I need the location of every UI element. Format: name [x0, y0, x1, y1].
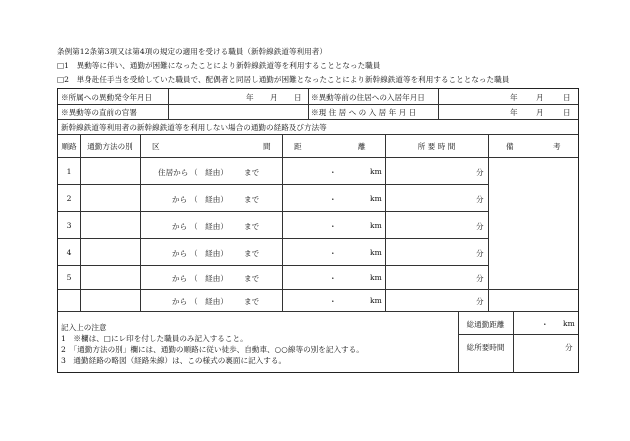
- time-unit: 分: [476, 249, 484, 258]
- time-unit: 分: [476, 222, 484, 231]
- time-unit: 分: [476, 195, 484, 204]
- move-date-month: 月: [536, 93, 544, 102]
- row-number: 3: [66, 221, 72, 230]
- distance-header-left: 距: [294, 142, 302, 151]
- current-residence-date-label: ※現 住 居 へ の 入 居 年 月 日: [311, 108, 417, 117]
- route-to: まで: [244, 195, 260, 204]
- distance-unit: km: [370, 167, 382, 176]
- move-date-day: 日: [563, 93, 571, 102]
- total-distance-dot: ・: [541, 320, 549, 329]
- distance-unit: km: [370, 194, 382, 203]
- route-via: （ 経由）: [190, 195, 228, 204]
- distance-dot: ・: [329, 168, 337, 177]
- route-via: （ 経由）: [190, 222, 228, 231]
- notes-header-right: 考: [553, 142, 561, 151]
- route-to: まで: [244, 297, 260, 306]
- prev-office-label: ※異動等の直前の官署: [61, 108, 137, 117]
- distance-dot: ・: [329, 195, 337, 204]
- route-from: 住居から: [158, 168, 189, 177]
- distance-unit: km: [370, 273, 382, 282]
- move-date-year: 年: [510, 93, 518, 102]
- route-via: （ 経由）: [190, 168, 228, 177]
- residence-date-month: 月: [536, 108, 544, 117]
- residence-date-year: 年: [510, 108, 518, 117]
- notes-title: 記入上の注意: [61, 323, 107, 332]
- total-distance-label: 総通勤距離: [466, 320, 505, 329]
- route-from: から: [172, 249, 188, 258]
- total-time-label: 総所要時間: [466, 343, 505, 352]
- prev-residence-date-label: ※異動等前の住居への入居年月日: [311, 93, 425, 102]
- time-unit: 分: [476, 297, 484, 306]
- row-number: 2: [66, 194, 72, 203]
- route-via: （ 経由）: [190, 297, 228, 306]
- route-via: （ 経由）: [190, 249, 228, 258]
- route-from: から: [172, 274, 188, 283]
- total-distance-unit: km: [563, 319, 575, 328]
- distance-unit: km: [370, 221, 382, 230]
- dept-transfer-date-label: ※所属への異動発令年月日: [61, 93, 153, 102]
- note-item-1: 1 ※欄は、□にレ印を付した職員のみ記入すること。: [61, 334, 248, 343]
- time-unit: 分: [476, 168, 484, 177]
- route-from: から: [172, 195, 188, 204]
- route-to: まで: [244, 249, 260, 258]
- section-title: 新幹線鉄道等利用者の新幹線鉄道等を利用しない場合の通勤の経路及び方法等: [61, 123, 327, 132]
- dept-date-month: 月: [270, 93, 278, 102]
- dept-date-day: 日: [294, 93, 302, 102]
- row-number: 1: [66, 167, 72, 176]
- option-2-text: □2 単身赴任手当を受給していた職員で、配偶者と同居し通勤が困難となったことにより新幹線鉄道等を利用することとなった職員: [57, 75, 510, 84]
- distance-dot: ・: [329, 249, 337, 258]
- section-header-right: 間: [263, 142, 271, 151]
- distance-dot: ・: [329, 222, 337, 231]
- row-number: 4: [66, 248, 72, 257]
- note-item-2: 2 「通勤方法の別」欄には、通勤の順路に従い徒歩、自動車、○○線等の別を記入する。: [61, 345, 364, 354]
- section-header-left: 区: [152, 142, 160, 151]
- residence-date-day: 日: [563, 108, 571, 117]
- order-header: 順路: [61, 142, 77, 151]
- route-to: まで: [244, 222, 260, 231]
- option-1-text: □1 異動等に伴い、通勤が困難になったことにより新幹線鉄道等を利用することとなった職員: [57, 61, 381, 70]
- distance-dot: ・: [329, 297, 337, 306]
- note-item-3: 3 通勤経路の略図（経路朱線）は、この様式の裏面に記入する。: [61, 356, 287, 365]
- route-via: （ 経由）: [190, 274, 228, 283]
- distance-unit: km: [370, 248, 382, 257]
- route-from: から: [172, 297, 188, 306]
- row-number: 5: [66, 273, 72, 282]
- total-time-unit: 分: [565, 343, 573, 352]
- dept-date-year: 年: [246, 93, 254, 102]
- time-header: 所 要 時 間: [417, 142, 456, 151]
- distance-dot: ・: [329, 274, 337, 283]
- distance-unit: km: [370, 296, 382, 305]
- notes-header-left: 備: [506, 142, 514, 151]
- route-to: まで: [244, 168, 260, 177]
- form-title: 条例第12条第3項又は第4項の規定の適用を受ける職員（新幹線鉄道等利用者）: [57, 47, 327, 56]
- route-from: から: [172, 222, 188, 231]
- commute-route-form: [57, 88, 579, 373]
- route-to: まで: [244, 274, 260, 283]
- distance-header-right: 離: [358, 142, 366, 151]
- time-unit: 分: [476, 274, 484, 283]
- method-header: 通勤方法の別: [87, 142, 133, 151]
